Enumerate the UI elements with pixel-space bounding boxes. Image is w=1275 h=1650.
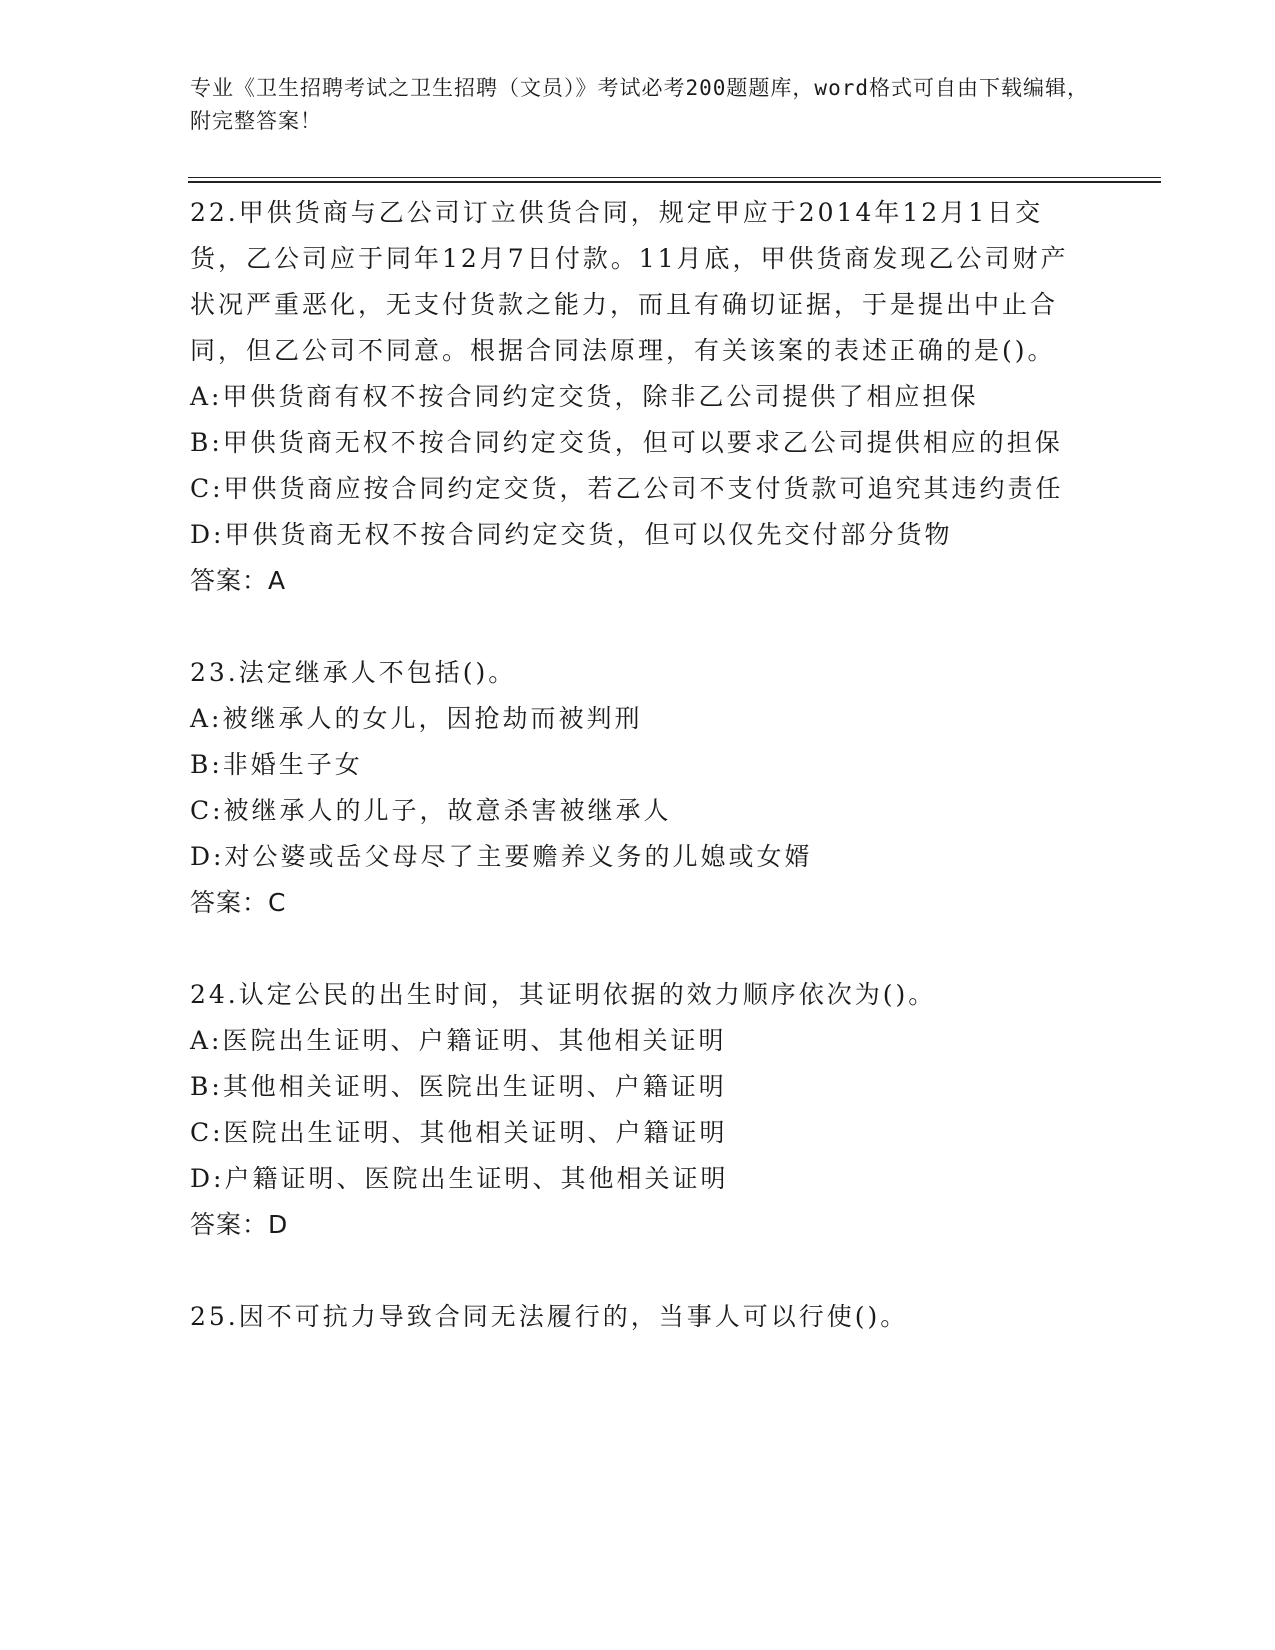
question-25 [190,1294,1090,1340]
option-a: A:甲供货商有权不按合同约定交货，除非乙公司提供了相应担保 [190,382,979,411]
answer-label: 答案：D [190,1210,289,1239]
option-d: D:甲供货商无权不按合同约定交货，但可以仅先交付部分货物 [190,520,953,549]
option-c: C:医院出生证明、其他相关证明、户籍证明 [190,1118,728,1147]
question-24 [190,972,1090,1248]
answer-label: 答案：A [190,566,287,595]
option-b: B:甲供货商无权不按合同约定交货，但可以要求乙公司提供相应的担保 [190,428,1063,457]
option-c: C:被继承人的儿子，故意杀害被继承人 [190,796,672,825]
document-header [190,72,1090,138]
spacer [190,1248,1090,1294]
question-stem: 25.因不可抗力导致合同无法履行的，当事人可以行使()。 [190,1302,909,1331]
option-b: B:其他相关证明、医院出生证明、户籍证明 [190,1072,727,1101]
header-title: 专业《卫生招聘考试之卫生招聘（文员）》考试必考200题题库，word格式可自由下载编辑，附完整答案！ [190,76,1089,133]
option-a: A:医院出生证明、户籍证明、其他相关证明 [190,1026,727,1055]
header-divider-thick [188,181,1161,183]
option-b: B:非婚生子女 [190,750,363,779]
question-23 [190,650,1090,926]
question-stem: 23.法定继承人不包括()。 [190,658,517,687]
spacer [190,604,1090,650]
spacer [190,926,1090,972]
question-stem: 22.甲供货商与乙公司订立供货合同，规定甲应于2014年12月1日交货，乙公司应于同年12月7日付款。11月底，甲供货商发现乙公司财产状况严重恶化，无支付货款之能力，而且有确切证据，于是提出中止合同，但乙公司不同意。根据合同法原理，有关该案的表述正确的是()。 [190,198,1069,365]
question-stem: 24.认定公民的出生时间，其证明依据的效力顺序依次为()。 [190,980,937,1009]
question-22 [190,190,1090,604]
question-list [190,190,1090,1340]
answer-label: 答案：C [190,888,287,917]
option-d: D:户籍证明、医院出生证明、其他相关证明 [190,1164,729,1193]
option-c: C:甲供货商应按合同约定交货，若乙公司不支付货款可追究其违约责任 [190,474,1064,503]
option-a: A:被继承人的女儿，因抢劫而被判刑 [190,704,643,733]
option-d: D:对公婆或岳父母尽了主要赡养义务的儿媳或女婿 [190,842,813,871]
header-divider-thin [188,177,1161,178]
